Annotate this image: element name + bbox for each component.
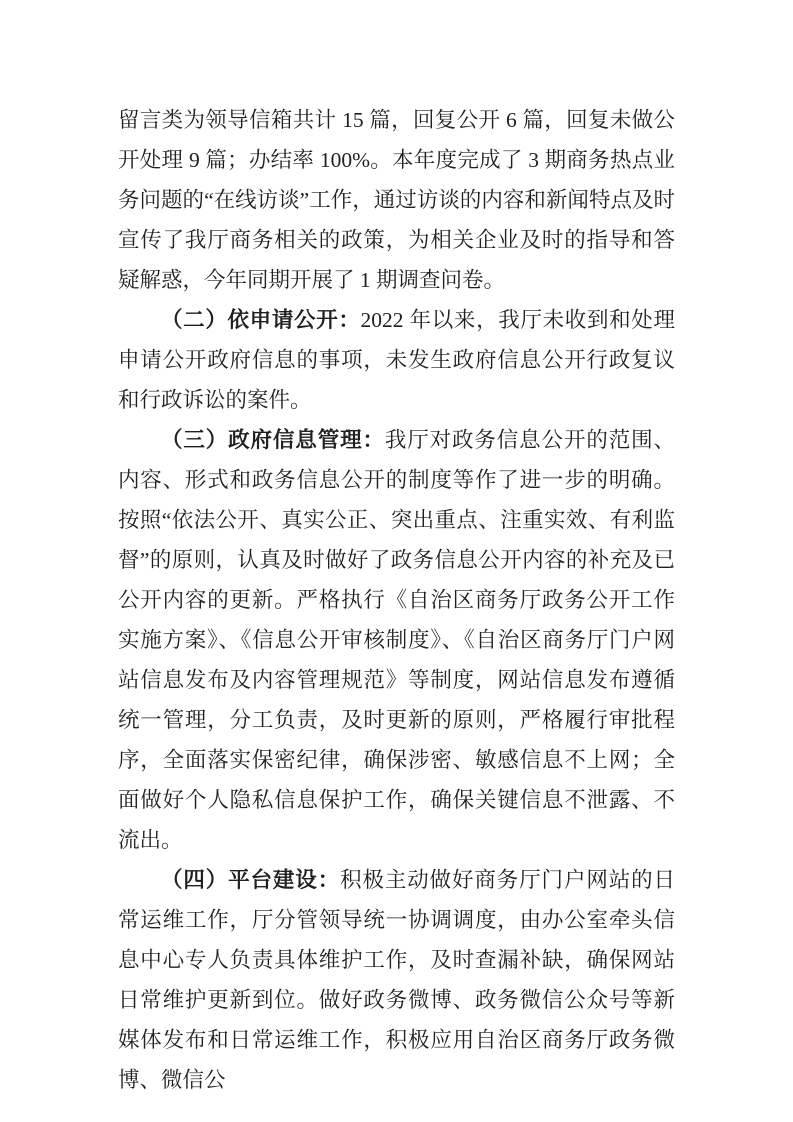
paragraph-section-2	[118, 300, 675, 420]
section-heading-3: （三）政府信息管理：	[161, 428, 385, 452]
document-body	[118, 100, 675, 1100]
paragraph-text: 积极主动做好商务厅门户网站的日常运维工作，厅分管领导统一协调调度，由办公室牵头信息中心专人负责具体维护工作，及时查漏补缺，确保网站日常维护更新到位。做好政务微博、政务微信公众号等新媒体发布和日常运维工作，积极应用自治区商务厅政务微博、微信公	[118, 868, 675, 1092]
paragraph-text: 我厅对政务信息公开的范围、内容、形式和政务信息公开的制度等作了进一步的明确。按照“依法公开、真实公正、突出重点、注重实效、有利监督”的原则，认真及时做好了政务信息公开内容的补充及已公开内容的更新。严格执行《自治区商务厅政务公开工作实施方案》、《信息公开审核制度》、《自治区商务厅门户网站信息发布及内容管理规范》等制度，网站信息发布遵循统一管理，分工负责，及时更新的原则，严格履行审批程序，全面落实保密纪律，确保涉密、敏感信息不上网；全面做好个人隐私信息保护工作，确保关键信息不泄露、不流出。	[118, 428, 675, 852]
paragraph-text: 2022 年以来，我厅未收到和处理申请公开政府信息的事项，未发生政府信息公开行政复议和行政诉讼的案件。	[118, 308, 675, 412]
paragraph-section-4	[118, 860, 675, 1100]
section-heading-4: （四）平台建设：	[161, 868, 341, 892]
paragraph-continuation	[118, 100, 675, 300]
section-heading-2: （二）依申请公开：	[161, 308, 361, 332]
paragraph-section-3	[118, 420, 675, 860]
paragraph-text: 留言类为领导信箱共计 15 篇，回复公开 6 篇，回复未做公开处理 9 篇；办结率 100%。本年度完成了 3 期商务热点业务问题的“在线访谈”工作，通过访谈的内容和新闻特点及时宣传了我厅商务相关的政策，为相关企业及时的指导和答疑解惑，今年同期开展了 1 期调查问卷。	[118, 108, 675, 292]
